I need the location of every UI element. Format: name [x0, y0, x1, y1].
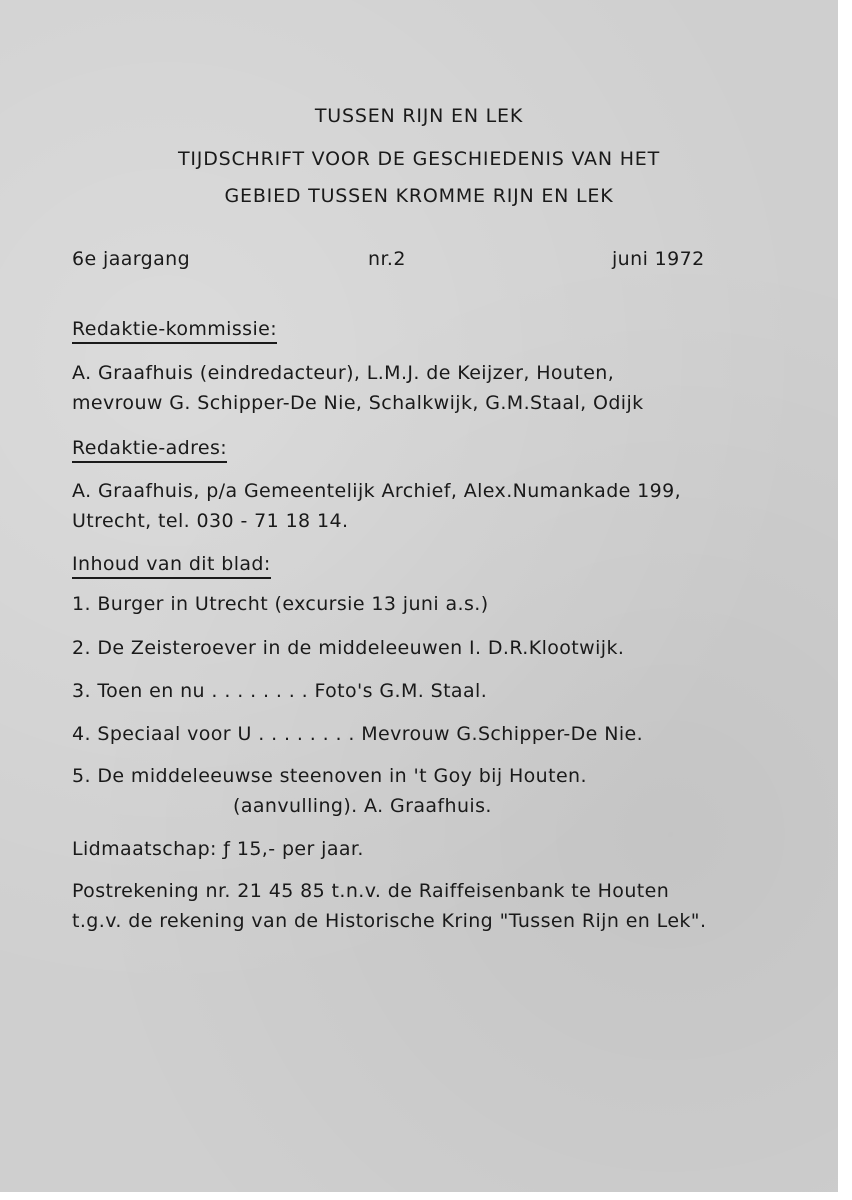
postal-account-line-1: Postrekening nr. 21 45 85 t.n.v. de Raiffeisenbank te Houten [72, 880, 670, 902]
issue-date: juni 1972 [612, 248, 705, 270]
editorial-address-line-1: A. Graafhuis, p/a Gemeentelijk Archief, Alex.Numankade 199, [72, 480, 682, 502]
contents-item: 3. Toen en nu . . . . . . . . Foto's G.M. Staal. [72, 680, 488, 702]
contents-item-5-continuation: (aanvulling). A. Graafhuis. [233, 795, 492, 817]
journal-subtitle-2: GEBIED TUSSEN KROMME RIJN EN LEK [224, 185, 614, 207]
contents-item: 2. De Zeisteroever in de middeleeuwen I. D.R.Klootwijk. [72, 637, 625, 659]
editorial-committee-line-2: mevrouw G. Schipper-De Nie, Schalkwijk, G.M.Staal, Odijk [72, 392, 644, 414]
issue-number: nr.2 [368, 248, 406, 270]
contents-item: 5. De middeleeuwse steenoven in 't Goy bij Houten. [72, 765, 587, 787]
issue-volume: 6e jaargang [72, 248, 191, 270]
editorial-address-line-2: Utrecht, tel. 030 - 71 18 14. [72, 510, 349, 532]
editorial-committee-line-1: A. Graafhuis (eindredacteur), L.M.J. de Keijzer, Houten, [72, 362, 615, 384]
contents-heading: Inhoud van dit blad: [72, 553, 271, 579]
membership-fee: Lidmaatschap: ƒ 15,- per jaar. [72, 838, 364, 860]
contents-item: 1. Burger in Utrecht (excursie 13 juni a.s.) [72, 593, 489, 615]
editorial-committee-heading: Redaktie-kommissie: [72, 318, 277, 344]
postal-account-line-2: t.g.v. de rekening van de Historische Kring "Tussen Rijn en Lek". [72, 910, 707, 932]
editorial-address-heading: Redaktie-adres: [72, 437, 227, 463]
journal-title: TUSSEN RIJN EN LEK [314, 105, 524, 127]
contents-item: 4. Speciaal voor U . . . . . . . . Mevrouw G.Schipper-De Nie. [72, 723, 644, 745]
journal-subtitle-1: TIJDSCHRIFT VOOR DE GESCHIEDENIS VAN HET [177, 148, 661, 170]
